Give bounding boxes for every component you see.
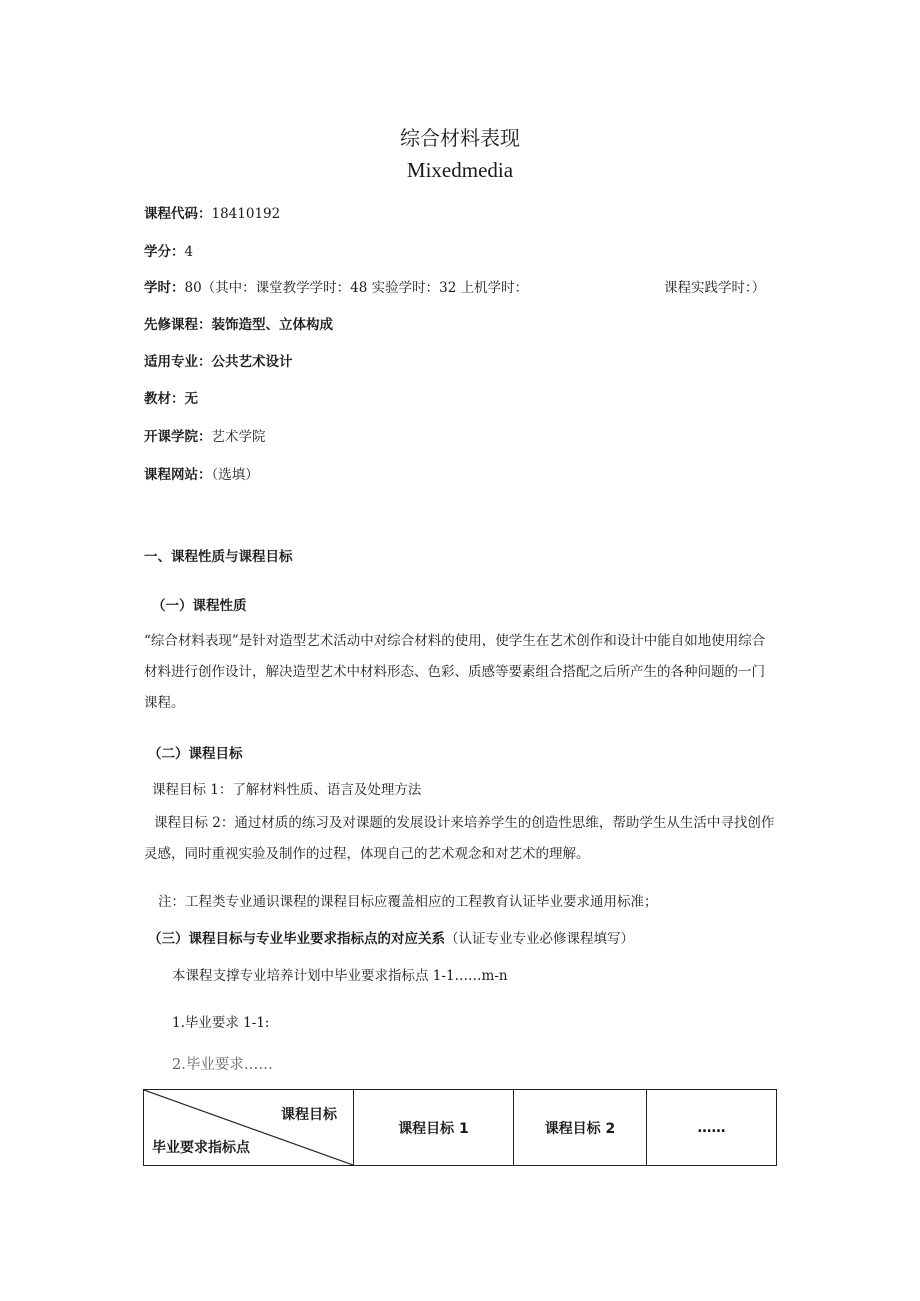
table-row — [144, 1090, 777, 1166]
practice-hours: 课程实践学时：） — [664, 280, 766, 296]
support-text: 本课程支撑专业培养计划中毕业要求指标点 1-1……m-n — [172, 968, 508, 984]
course-website — [144, 463, 259, 483]
credit-label: 学分： — [144, 244, 185, 260]
course-code-value: 18410192 — [211, 206, 281, 222]
course-credit — [144, 240, 193, 260]
prereq-value: 装饰造型、立体构成 — [211, 317, 333, 333]
textbook-label: 教材： — [144, 391, 185, 407]
mapping-note: （认证专业专业必修课程填写） — [445, 931, 634, 947]
credit-value: 4 — [184, 244, 194, 260]
col-goal-2: 课程目标 2 — [514, 1090, 647, 1166]
course-title-en: Mixedmedia — [406, 158, 514, 182]
website-value: （选填） — [211, 467, 259, 483]
course-hours — [144, 276, 528, 296]
website-label: 课程网站： — [144, 467, 212, 483]
section-heading: 一、课程性质与课程目标 — [144, 549, 293, 565]
course-code-label: 课程代码： — [144, 206, 212, 222]
col-more: …… — [647, 1090, 777, 1166]
goal-1: 课程目标 1：了解材料性质、语言及处理方法 — [152, 782, 422, 798]
requirement-2: 2.毕业要求…… — [172, 1057, 273, 1073]
college-value: 艺术学院 — [211, 429, 266, 445]
hours-label: 学时： — [144, 280, 185, 296]
course-code — [144, 202, 280, 222]
prereq-label: 先修课程： — [144, 317, 212, 333]
textbook — [144, 387, 198, 407]
major-value: 公共艺术设计 — [211, 354, 293, 370]
major-label: 适用专业： — [144, 354, 212, 370]
subsection-goals: （二）课程目标 — [148, 746, 243, 762]
note-text: 注：工程类专业通识课程的课程目标应覆盖相应的工程教育认证毕业要求通用标准； — [158, 894, 658, 910]
requirement-1: 1.毕业要求 1-1: — [172, 1015, 270, 1031]
mapping-heading: （三）课程目标与专业毕业要求指标点的对应关系 — [148, 931, 445, 947]
college-label: 开课学院： — [144, 429, 212, 445]
mapping-table — [143, 1089, 777, 1166]
col-goal-1: 课程目标 1 — [354, 1090, 514, 1166]
course-title-cn: 综合材料表现 — [400, 126, 520, 150]
offering-college — [144, 425, 266, 445]
hours-value: 80（其中：课堂教学学时：48 实验学时：32 上机学时： — [184, 280, 529, 296]
course-nature-text: “综合材料表现”是针对造型艺术活动中对综合材料的使用，使学生在艺术创作和设计中能自如地使用综合材料进行创作设计，解决造型艺术中材料形态、色彩、质感等要素组合搭配之后所产生的各种问题的一门课程。 — [144, 633, 766, 711]
diag-bottom-label: 毕业要求指标点 — [152, 1140, 250, 1156]
goal-2: 课程目标 2：通过材质的练习及对课题的发展设计来培养学生的创造性思维，帮助学生从生活中寻找创作灵感，同时重视实验及制作的过程，体现自己的艺术观念和对艺术的理解。 — [144, 815, 775, 862]
subsection-mapping — [148, 927, 634, 947]
subsection-nature: （一）课程性质 — [152, 598, 247, 614]
diag-top-label: 课程目标 — [281, 1107, 337, 1123]
prerequisites — [144, 313, 333, 333]
applicable-major — [144, 350, 293, 370]
textbook-value: 无 — [184, 391, 198, 407]
diagonal-header-cell — [144, 1090, 354, 1166]
